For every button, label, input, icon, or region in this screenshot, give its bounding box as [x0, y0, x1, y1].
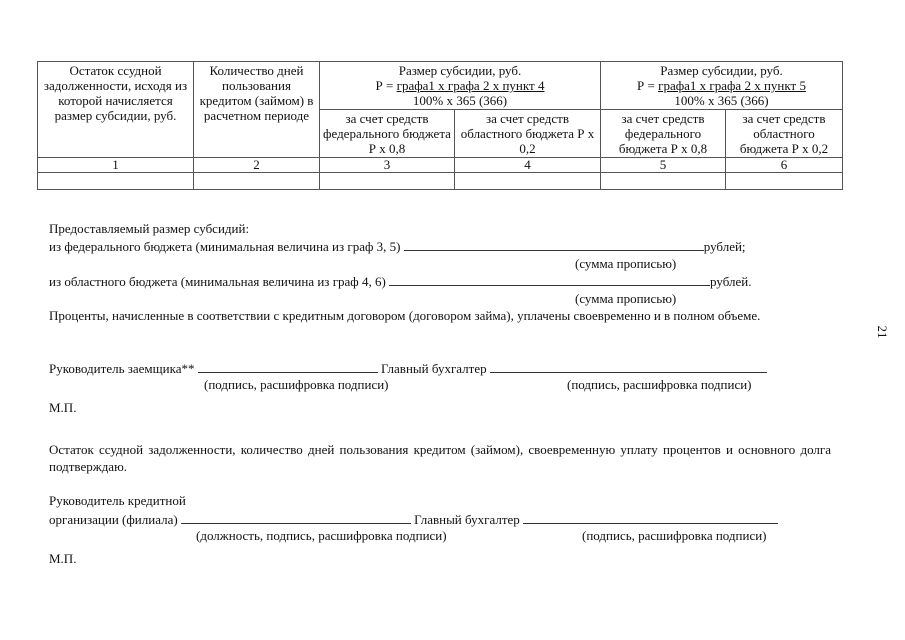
signature-caption: (подпись, расшифровка подписи) [204, 377, 389, 392]
header-loan-balance: Остаток ссудной задолженности, исходя из которой начисляется размер субсидии, руб. [38, 62, 194, 158]
federal-line [49, 238, 746, 255]
provided-heading: Предоставляемый размер субсидий: [49, 221, 250, 236]
column-number: 2 [194, 158, 320, 173]
seal-mark: М.П. [49, 400, 77, 415]
regional-line [49, 273, 751, 290]
subsidy-table [37, 61, 843, 190]
bank-head-label-line2: организации (филиала) [49, 512, 178, 527]
column-number: 5 [601, 158, 726, 173]
seal-mark: М.П. [49, 551, 77, 566]
column-number: 6 [726, 158, 843, 173]
data-cell-5[interactable] [601, 173, 726, 190]
group1-formula [322, 78, 598, 93]
header-group2-regional: за счет средств областного бюджета Р х 0,2 [726, 110, 843, 158]
signature-caption: (подпись, расшифровка подписи) [582, 528, 767, 543]
rubles-label: рублей. [710, 274, 752, 289]
data-cell-4[interactable] [455, 173, 601, 190]
federal-sum-field[interactable] [404, 238, 704, 251]
header-subsidy-group-2 [601, 62, 843, 110]
bank-head-label-line1: Руководитель кредитной [49, 493, 186, 508]
column-number: 3 [320, 158, 455, 173]
borrower-head-label: Руководитель заемщика** [49, 361, 195, 376]
header-group1-regional: за счет средств областного бюджета Р х 0,2 [455, 110, 601, 158]
borrower-head-signature-field[interactable] [198, 360, 378, 373]
rubles-label: рублей; [703, 239, 746, 254]
bank-signature-line [49, 511, 778, 528]
data-cell-6[interactable] [726, 173, 843, 190]
group2-title: Размер субсидии, руб. [660, 63, 783, 78]
borrower-signature-line [49, 360, 767, 377]
group2-formula-numerator: графа1 х графа 2 х пункт 5 [658, 78, 806, 93]
group2-formula [603, 78, 840, 93]
group1-formula-prefix: Р = [375, 78, 397, 93]
federal-line-label: из федерального бюджета (минимальная величина из граф 3, 5) [49, 239, 401, 254]
header-subsidy-group-1 [320, 62, 601, 110]
confirm-paragraph: Остаток ссудной задолженности, количество дней пользования кредитом (займом), своевременную уплату процентов и основного долга подтверждаю. [49, 442, 831, 474]
table-row [38, 173, 843, 190]
column-number-row [38, 158, 843, 173]
chief-accountant-signature-field[interactable] [490, 360, 767, 373]
interest-paragraph: Проценты, начисленные в соответствии с кредитным договором (договором займа), уплачены своевременно и в полном объеме. [49, 308, 761, 323]
bank-chief-accountant-signature-field[interactable] [523, 511, 778, 524]
header-group2-federal: за счет средств федерального бюджета Р х 0,8 [601, 110, 726, 158]
sum-in-words-caption: (сумма прописью) [575, 256, 677, 271]
sum-in-words-caption: (сумма прописью) [575, 291, 677, 306]
bank-head-signature-field[interactable] [181, 511, 411, 524]
regional-sum-field[interactable] [389, 273, 710, 286]
data-cell-3[interactable] [320, 173, 455, 190]
header-days-of-use: Количество дней пользования кредитом (займом) в расчетном периоде [194, 62, 320, 158]
header-group1-federal: за счет средств федерального бюджета Р х 0,8 [320, 110, 455, 158]
group1-title: Размер субсидии, руб. [398, 63, 522, 78]
group2-formula-denominator: 100% х 365 (366) [674, 93, 769, 108]
chief-accountant-label: Главный бухгалтер [381, 361, 487, 376]
regional-line-label: из областного бюджета (минимальная величина из граф 4, 6) [49, 274, 386, 289]
data-cell-2[interactable] [194, 173, 320, 190]
group1-formula-denominator: 100% х 365 (366) [412, 93, 508, 108]
data-cell-1[interactable] [38, 173, 194, 190]
column-number: 1 [38, 158, 194, 173]
bank-chief-accountant-label: Главный бухгалтер [414, 512, 520, 527]
group2-formula-prefix: Р = [637, 78, 659, 93]
signature-caption: (подпись, расшифровка подписи) [567, 377, 752, 392]
position-signature-caption: (должность, подпись, расшифровка подписи) [196, 528, 447, 543]
column-number: 4 [455, 158, 601, 173]
group1-formula-numerator: графа1 х графа 2 х пункт 4 [396, 78, 545, 93]
page-number: 21 [875, 325, 890, 339]
